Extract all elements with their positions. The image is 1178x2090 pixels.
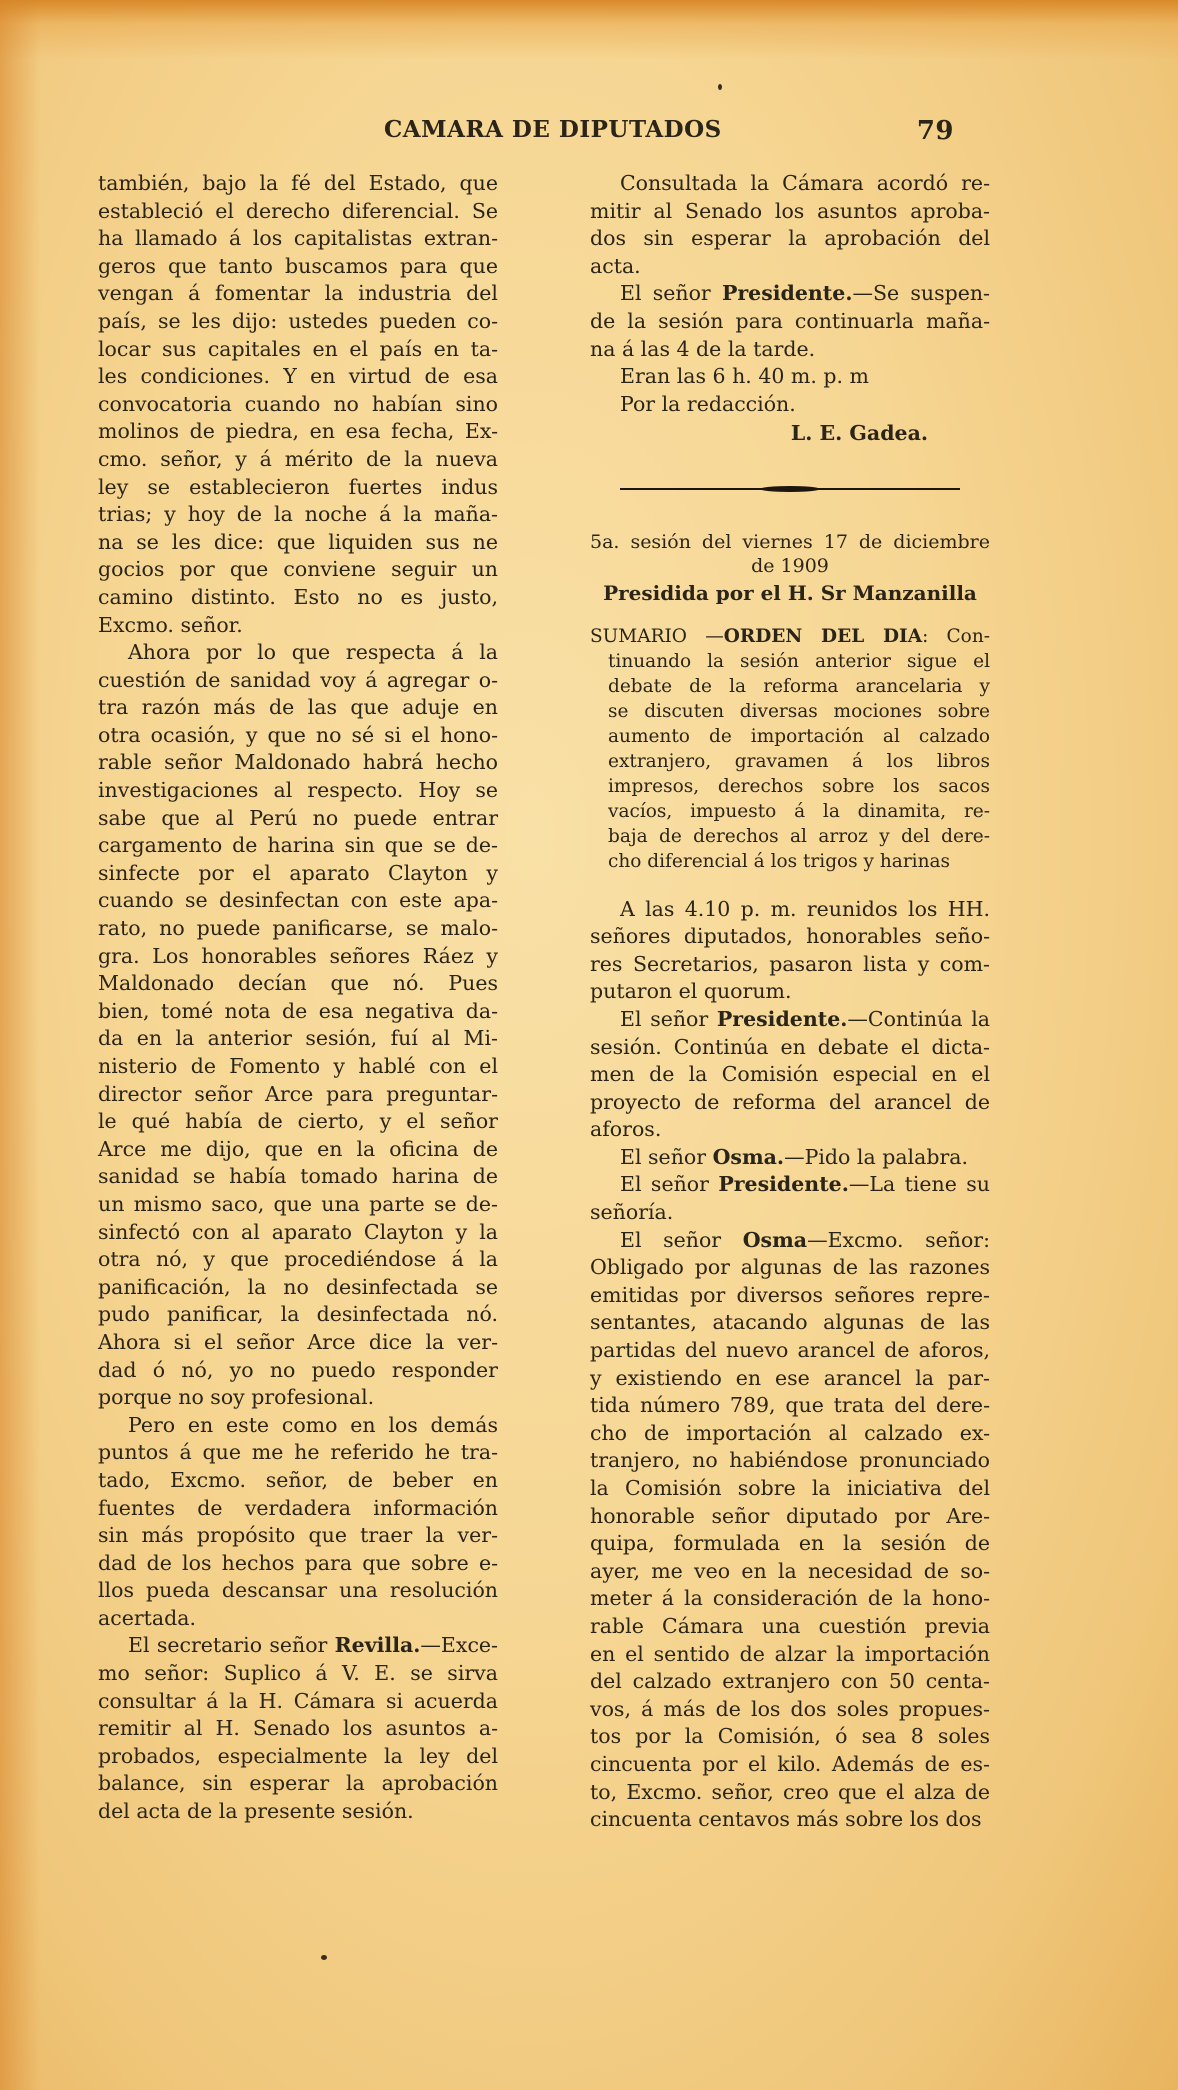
text-line: señoría. (590, 1200, 674, 1225)
text-line: tos por la Comisión, ó sea 8 soles (590, 1724, 990, 1749)
text-line: cincuenta por el kilo. Además de es- (590, 1751, 990, 1776)
summary-first-line (590, 624, 990, 649)
paragraph (98, 170, 498, 639)
summary-line: vacíos, impuesto á la dinamita, re- (608, 800, 990, 822)
text-line: un mismo saco, que una parte se de- (98, 1191, 498, 1216)
summary-line: aumento de importación al calzado (608, 725, 990, 747)
text-line: bien, tomé nota de esa negativa da- (98, 998, 498, 1023)
text-line: vos, á más de los dos soles propues- (590, 1696, 990, 1721)
text-line: cmo. señor, y á mérito de la nueva (98, 446, 498, 471)
speaker-text: —Excmo. señor: (807, 1227, 990, 1252)
speaker-prefix: El señor (620, 1006, 717, 1031)
text-line: cargamento de harina sin que se de- (98, 833, 498, 858)
paragraph (98, 1412, 498, 1633)
page-number: 79 (916, 116, 954, 146)
text-line: Ahora por lo que respecta á la (128, 640, 498, 665)
text-line: ayer, me veo en la necesidad de so- (590, 1558, 990, 1583)
summary-line: impresos, derechos sobre los sacos (608, 775, 990, 797)
speaker-line (590, 1171, 990, 1199)
text-line: proyecto de reforma del arancel de (590, 1089, 990, 1114)
text-line: partidas del nuevo arancel de aforos, (590, 1338, 990, 1363)
speaker-name: Presidente. (721, 281, 853, 306)
speaker-line (590, 1006, 990, 1034)
time-line: Eran las 6 h. 40 m. p. m (620, 364, 869, 389)
by-line: Por la redacción. (620, 391, 796, 416)
text-line: men de la Comisión especial en el (590, 1062, 990, 1087)
text-line: otra nó, y que procediéndose á la (98, 1247, 498, 1272)
header-title: CAMARA DE DIPUTADOS (384, 116, 722, 143)
text-line: Consultada la Cámara acordó re- (620, 171, 990, 195)
text-line: sesión. Continúa en debate el dicta- (590, 1034, 990, 1059)
text-line: director señor Arce para preguntar- (98, 1081, 498, 1106)
text-line: otra ocasión, y que no sé si el hono- (98, 722, 498, 747)
speaker-name: Osma (742, 1227, 808, 1252)
summary-line: extranjero, gravamen á los libros (608, 750, 990, 772)
text-line: llos pueda descansar una resolución (98, 1578, 498, 1603)
speaker-line (590, 280, 990, 308)
speaker-line (590, 1144, 990, 1172)
paper-stain-top (0, 0, 1178, 60)
text-line: meter á la consideración de la hono- (590, 1586, 990, 1611)
text-line: Excmo. señor. (98, 612, 243, 637)
text-line: aforos. (590, 1117, 662, 1142)
text-line: Pero en este como en los demás (128, 1412, 498, 1437)
section-divider (620, 486, 960, 492)
presided-by: Presidida por el H. Sr Manzanilla (603, 580, 977, 605)
text-line: na se les dice: que liquiden sus ne (98, 529, 498, 554)
text-line: señores diputados, honorables seño- (590, 924, 990, 949)
text-line: del calzado extranjero con 50 centa- (590, 1669, 990, 1694)
summary-line: se discuten diversas mociones sobre (608, 700, 990, 722)
text-line: ha llamado á los capitalistas extran- (98, 226, 498, 251)
text-line: fuentes de verdadera información (98, 1495, 498, 1520)
ink-speck (321, 1955, 327, 1960)
text-line: dos sin esperar la aprobación del (590, 226, 990, 251)
text-line: Obligado por algunas de las razones (590, 1255, 990, 1280)
text-line: camino distinto. Esto no es justo, (98, 584, 498, 609)
text-line: investigaciones al respecto. Hoy se (98, 778, 498, 803)
speaker-prefix: El señor (620, 281, 722, 306)
paragraph (98, 639, 498, 1412)
speaker-text: —Continúa la (847, 1006, 990, 1031)
text-line: res Secretarios, pasaron lista y com- (590, 951, 990, 976)
text-line: da en la anterior sesión, fuí al Mi- (98, 1026, 498, 1051)
text-line: putaron el quorum. (590, 979, 792, 1004)
text-line: geros que tanto buscamos para que (98, 253, 498, 278)
speaker-name: Revilla. (334, 1633, 421, 1658)
proceedings (590, 896, 990, 1834)
text-line: sentantes, atacando algunas de las (590, 1310, 990, 1335)
text-line: en el sentido de alzar la importación (590, 1641, 990, 1666)
text-line: dad de los hechos para que sobre e- (98, 1550, 498, 1575)
text-line: rato, no puede panificarse, se malo- (98, 916, 498, 941)
text-line: ley se establecieron fuertes indus (98, 474, 498, 499)
text-line: sin más propósito que traer la ver- (98, 1523, 498, 1548)
text-line: sanidad se había tomado harina de (98, 1164, 498, 1189)
signature: L. E. Gadea. (790, 421, 928, 446)
text-line: estableció el derecho diferencial. Se (98, 198, 498, 223)
summary-block (590, 624, 990, 874)
text-line: rable Cámara una cuestión previa (590, 1613, 990, 1638)
text-line: remitir al H. Senado los asuntos a- (98, 1716, 498, 1741)
text-line: sinfecte por el aparato Clayton y (98, 860, 498, 885)
text-line: tida número 789, que trata del dere- (590, 1393, 990, 1418)
text-line: emitidas por diversos señores repre- (590, 1282, 990, 1307)
summary-line: tinuando la sesión anterior sigue el (608, 650, 990, 672)
text-line: país, se les dijo: ustedes pueden co- (98, 308, 498, 333)
text-line: na á las 4 de la tarde. (590, 336, 816, 361)
text-line: balance, sin esperar la aprobación (98, 1771, 498, 1796)
session-heading-line2: de 1909 (751, 554, 829, 577)
speaker-prefix: El secretario señor (128, 1633, 335, 1658)
text-line: de la sesión para continuarla maña- (590, 308, 990, 333)
speaker-prefix: El señor (620, 1172, 719, 1197)
summary-line: cho diferencial á los trigos y harinas (608, 850, 951, 872)
text-line: quipa, formulada en la sesión de (590, 1531, 990, 1556)
text-line: locar sus capitales en el país en ta- (98, 336, 498, 361)
text-line: acertada. (98, 1605, 196, 1630)
text-line: sabe que al Perú no puede entrar (98, 805, 498, 830)
summary-line: debate de la reforma arancelaria y (608, 675, 990, 697)
closing-block (590, 170, 990, 363)
text-line: cincuenta centavos más sobre los dos (590, 1807, 982, 1832)
text-line: cho de importación al calzado ex- (590, 1420, 990, 1445)
speaker-prefix: El señor (620, 1144, 713, 1169)
text-line: nisterio de Fomento y hablé con el (98, 1054, 498, 1078)
text-line: probados, especialmente la ley del (98, 1743, 498, 1768)
speaker-line (98, 1632, 498, 1660)
right-column (590, 170, 990, 1834)
text-line: y existiendo en ese arancel la par- (590, 1365, 990, 1390)
text-line: mo señor: Suplico á V. E. se sirva (98, 1661, 498, 1686)
text-line: sinfectó con al aparato Clayton y la (98, 1219, 498, 1244)
text-line: tado, Excmo. señor, de beber en (98, 1467, 498, 1492)
left-column (98, 170, 498, 1826)
text-line: to, Excmo. señor, creo que el alza de (590, 1779, 990, 1804)
text-line: acta. (590, 253, 641, 278)
text-line: Maldonado decían que nó. Pues (98, 971, 498, 996)
session-heading-line1: 5a. sesión del viernes 17 de diciembre (590, 530, 990, 553)
speaker-name: Presidente. (718, 1172, 849, 1197)
speaker-name: Presidente. (716, 1006, 848, 1031)
ink-speck (718, 84, 722, 90)
text-line: vengan á fomentar la industria del (98, 281, 498, 306)
text-line: gra. Los honorables señores Ráez y (98, 943, 498, 968)
text-line: Ahora si el señor Arce dice la ver- (98, 1329, 498, 1354)
text-line: la Comisión sobre la iniciativa del (590, 1476, 990, 1500)
text-line: cuando se desinfectan con este apa- (98, 888, 498, 913)
text-line: mitir al Senado los asuntos aproba- (590, 198, 990, 223)
text-line: A las 4.10 p. m. reunidos los HH. (620, 896, 990, 921)
text-line: le qué había de cierto, y el señor (98, 1109, 498, 1134)
text-line: cuestión de sanidad voy á agregar o- (98, 667, 498, 692)
text-line: Arce me dijo, que en la oficina de (98, 1136, 498, 1161)
summary-text: : Con- (922, 625, 990, 647)
text-line: les condiciones. Y en virtud de esa (98, 364, 498, 389)
text-line: tra razón más de las que aduje en (98, 695, 498, 720)
speaker-name: Osma. (712, 1144, 785, 1169)
text-line: molinos de piedra, en esa fecha, Ex- (98, 419, 498, 444)
text-line: rable señor Maldonado habrá hecho (98, 750, 498, 775)
summary-label: SUMARIO — (590, 625, 724, 647)
speaker-prefix: El señor (620, 1227, 743, 1252)
speaker-text: —Se suspen- (852, 281, 990, 306)
speaker-text: —La tiene su (848, 1172, 990, 1197)
running-header (384, 116, 954, 146)
order-of-day-label: ORDEN DEL DIA (723, 625, 923, 647)
text-line: gocios por que conviene seguir un (98, 557, 498, 582)
speaker-line (590, 1227, 990, 1255)
text-line: también, bajo la fé del Estado, que (98, 171, 498, 195)
text-line: panificación, la no desinfectada se (98, 1274, 498, 1299)
paper-stain-left (0, 0, 40, 2090)
session-heading (590, 530, 990, 578)
text-line: tranjero, no habiéndose pronunciado (590, 1448, 990, 1473)
paragraph (98, 1632, 498, 1825)
speaker-text: —Pido la palabra. (784, 1144, 968, 1169)
summary-line: baja de derechos al arroz y del dere- (608, 825, 990, 847)
text-line: trias; y hoy de la noche á la maña- (98, 502, 498, 527)
text-line: convocatoria cuando no habían sino (98, 391, 498, 416)
text-line: honorable señor diputado por Are- (590, 1503, 990, 1528)
speaker-text: —Exce- (420, 1633, 498, 1658)
text-line: consultar á la H. Cámara si acuerda (98, 1688, 498, 1713)
text-line: porque no soy profesional. (98, 1385, 375, 1410)
text-line: puntos á que me he referido he tra- (98, 1440, 498, 1465)
text-line: del acta de la presente sesión. (98, 1799, 414, 1824)
text-line: dad ó nó, yo no puedo responder (98, 1357, 498, 1382)
text-line: pudo panificar, la desinfectada nó. (98, 1302, 498, 1327)
